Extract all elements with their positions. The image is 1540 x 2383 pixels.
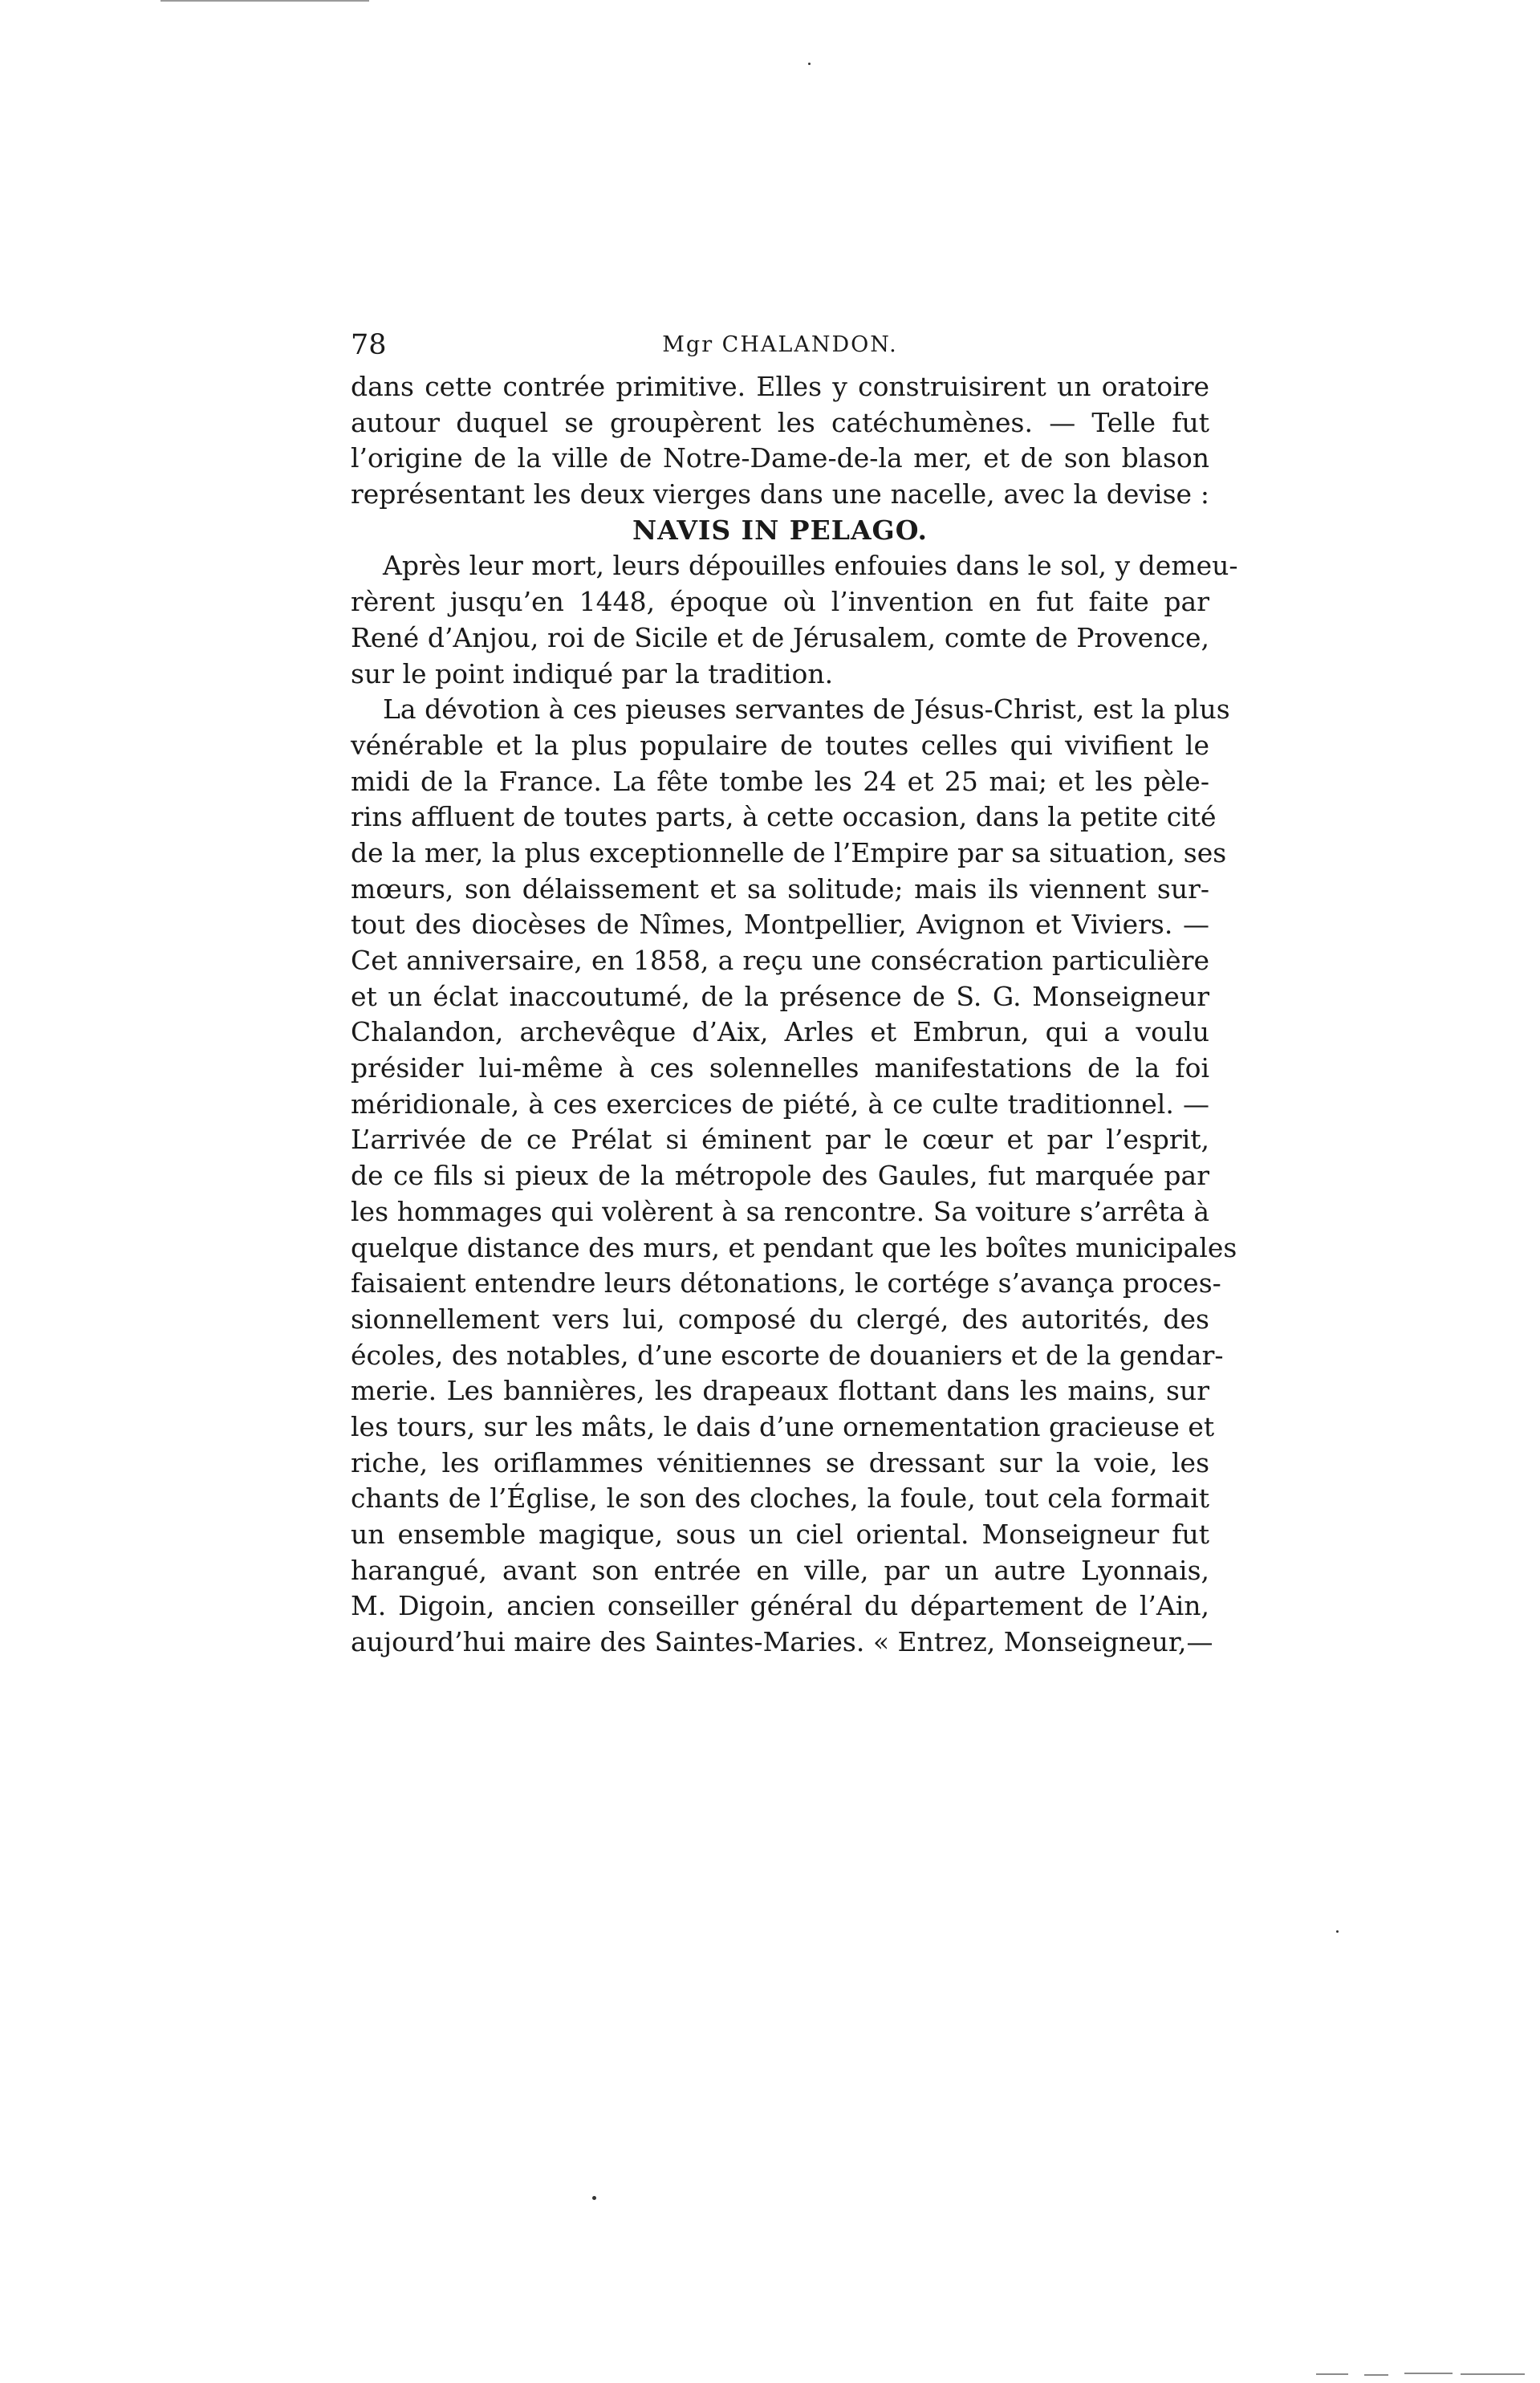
text-line: les tours, sur les mâts, le dais d’une ornementation gracieuse et bbox=[351, 1410, 1215, 1442]
text-line: harangué, avant son entrée en ville, par un autre Lyonnais, bbox=[351, 1554, 1209, 1586]
text-line: merie. Les bannières, les drapeaux flottant dans les mains, sur bbox=[351, 1375, 1209, 1407]
text-line: un ensemble magique, sous un ciel oriental. Monseigneur fut bbox=[351, 1519, 1209, 1550]
scan-edge-mark bbox=[161, 0, 369, 2]
text-line: midi de la France. La fête tombe les 24 et 25 mai; et les pèle- bbox=[351, 765, 1209, 797]
text-line: quelque distance des murs, et pendant que les boîtes municipales bbox=[351, 1231, 1237, 1263]
text-line: autour duquel se groupèrent les catéchumènes. — Telle fut bbox=[351, 406, 1209, 438]
text-line: René d’Anjou, roi de Sicile et de Jérusalem, comte de Provence, bbox=[351, 621, 1209, 653]
page-header bbox=[351, 325, 1209, 365]
motto-line: NAVIS IN PELAGO. bbox=[632, 514, 928, 546]
text-line: rins affluent de toutes parts, à cette occasion, dans la petite cité bbox=[351, 801, 1217, 833]
text-line: représentant les deux vierges dans une nacelle, avec la devise : bbox=[351, 478, 1209, 510]
body-text bbox=[351, 369, 1238, 1661]
running-head: Mgr CHALANDON. bbox=[662, 332, 898, 357]
text-line: et un éclat inaccoutumé, de la présence de S. G. Monseigneur bbox=[351, 980, 1209, 1012]
text-line: faisaient entendre leurs détonations, le cortége s’avança proces- bbox=[351, 1267, 1221, 1299]
text-line: Après leur mort, leurs dépouilles enfouies dans le sol, y demeu- bbox=[383, 550, 1238, 582]
text-line: aujourd’hui maire des Saintes-Maries. « Entrez, Monseigneur,— bbox=[351, 1626, 1213, 1658]
scan-edge-mark bbox=[1461, 2373, 1525, 2375]
text-line: La dévotion à ces pieuses servantes de Jésus-Christ, est la plus bbox=[383, 693, 1230, 726]
scan-edge-mark bbox=[1316, 2373, 1348, 2375]
text-line: vénérable et la plus populaire de toutes celles qui vivifient le bbox=[351, 729, 1209, 761]
text-line: de ce fils si pieux de la métropole des Gaules, fut marquée par bbox=[351, 1160, 1209, 1192]
text-line: Chalandon, archevêque d’Aix, Arles et Embrun, qui a voulu bbox=[351, 1016, 1209, 1048]
text-line: rèrent jusqu’en 1448, époque où l’invention en fut faite par bbox=[351, 586, 1209, 618]
text-line: tout des diocèses de Nîmes, Montpellier, Avignon et Viviers. — bbox=[351, 909, 1209, 941]
page-number: 78 bbox=[351, 329, 387, 361]
ink-speck bbox=[808, 63, 811, 65]
ink-speck bbox=[592, 2196, 596, 2200]
scan-edge-mark bbox=[1364, 2374, 1388, 2376]
text-line: sionnellement vers lui, composé du clergé, des autorités, des bbox=[351, 1303, 1209, 1335]
text-line: riche, les oriflammes vénitiennes se dressant sur la voie, les bbox=[351, 1446, 1209, 1478]
text-line: l’origine de la ville de Notre-Dame-de-la mer, et de son blason bbox=[351, 442, 1209, 474]
text-line: présider lui-même à ces solennelles manifestations de la foi bbox=[351, 1052, 1209, 1084]
text-line: Cet anniversaire, en 1858, a reçu une consécration particulière bbox=[351, 945, 1209, 976]
text-line: mœurs, son délaissement et sa solitude; mais ils viennent sur- bbox=[351, 872, 1209, 905]
text-line: L’arrivée de ce Prélat si éminent par le cœur et par l’esprit, bbox=[351, 1124, 1209, 1156]
text-line: méridionale, à ces exercices de piété, à ce culte traditionnel. — bbox=[351, 1088, 1209, 1120]
text-line: dans cette contrée primitive. Elles y construisirent un oratoire bbox=[351, 371, 1209, 402]
text-line: sur le point indiqué par la tradition. bbox=[351, 657, 834, 689]
text-line: chants de l’Église, le son des cloches, la foule, tout cela formait bbox=[351, 1482, 1209, 1515]
text-line: de la mer, la plus exceptionnelle de l’Empire par sa situation, ses bbox=[351, 836, 1227, 868]
text-line: écoles, des notables, d’une escorte de douaniers et de la gendar- bbox=[351, 1339, 1224, 1371]
text-line: les hommages qui volèrent à sa rencontre. Sa voiture s’arrêta à bbox=[351, 1195, 1209, 1227]
ink-speck bbox=[1336, 1930, 1339, 1933]
scan-edge-mark bbox=[1404, 2373, 1453, 2374]
text-line: M. Digoin, ancien conseiller général du département de l’Ain, bbox=[351, 1590, 1209, 1622]
